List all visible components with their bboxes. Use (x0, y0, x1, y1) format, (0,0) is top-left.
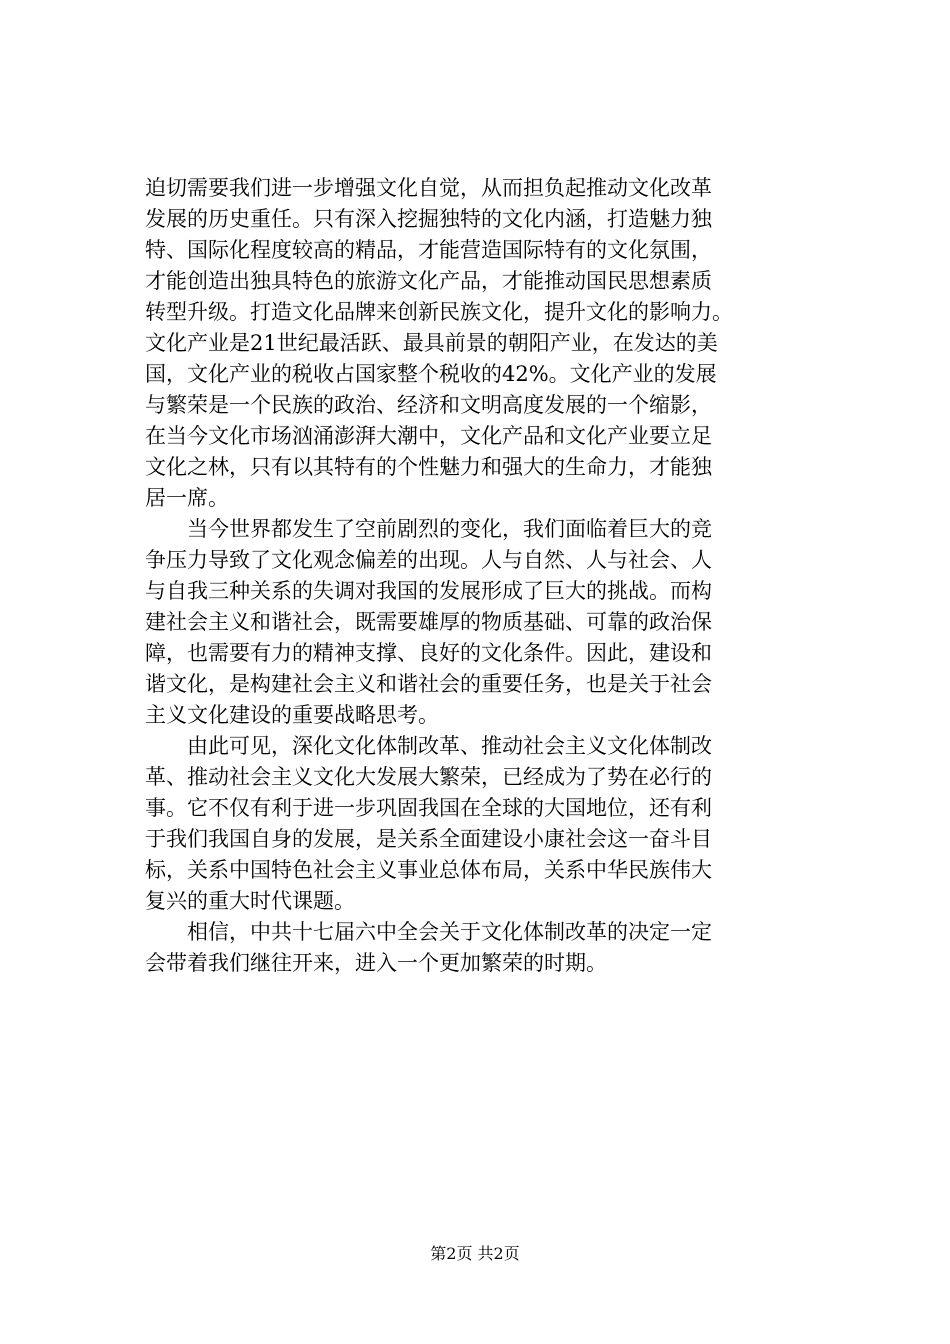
text-line: 当今世界都发生了空前剧烈的变化，我们面临着巨大的竞 (145, 517, 712, 541)
page-number-label: 第2页 共2页 (430, 1244, 520, 1263)
text-line: 才能创造出独具特色的旅游文化产品，才能推动国民思想素质 (145, 269, 712, 293)
text-line: 会带着我们继往开来，进入一个更加繁荣的时期。 (145, 951, 607, 975)
text-line: 文化产业是21世纪最活跃、最具前景的朝阳产业，在发达的美 (145, 331, 718, 355)
text-line: 革、推动社会主义文化大发展大繁荣，已经成为了势在必行的 (145, 765, 712, 789)
text-line: 障，也需要有力的精神支撑、良好的文化条件。因此，建设和 (145, 641, 712, 665)
text-line: 文化之林，只有以其特有的个性魅力和强大的生命力，才能独 (145, 455, 712, 479)
text-line: 争压力导致了文化观念偏差的出现。人与自然、人与社会、人 (145, 548, 712, 572)
text-line: 与繁荣是一个民族的政治、经济和文明高度发展的一个缩影， (145, 393, 712, 417)
text-line: 谐文化，是构建社会主义和谐社会的重要任务，也是关于社会 (145, 672, 712, 696)
text-line: 在当今文化市场汹涌澎湃大潮中，文化产品和文化产业要立足 (145, 424, 712, 448)
document-body (145, 173, 865, 979)
text-line: 标，关系中国特色社会主义事业总体布局，关系中华民族伟大 (145, 858, 712, 882)
text-line: 由此可见，深化文化体制改革、推动社会主义文化体制改 (145, 734, 712, 758)
text-line: 主义文化建设的重要战略思考。 (145, 703, 439, 727)
text-line: 复兴的重大时代课题。 (145, 889, 355, 913)
text-line: 转型升级。打造文化品牌来创新民族文化，提升文化的影响力。 (145, 300, 733, 324)
text-line: 特、国际化程度较高的精品，才能营造国际特有的文化氛围， (145, 238, 712, 262)
text-line: 于我们我国自身的发展，是关系全面建设小康社会这一奋斗目 (145, 827, 712, 851)
text-line: 事。它不仅有利于进一步巩固我国在全球的大国地位，还有利 (145, 796, 712, 820)
text-line: 与自我三种关系的失调对我国的发展形成了巨大的挑战。而构 (145, 579, 712, 603)
page-footer (0, 1244, 950, 1264)
text-line: 相信，中共十七届六中全会关于文化体制改革的决定一定 (145, 920, 712, 944)
text-line: 发展的历史重任。只有深入挖掘独特的文化内涵，打造魅力独 (145, 207, 712, 231)
text-line: 迫切需要我们进一步增强文化自觉，从而担负起推动文化改革 (145, 176, 712, 200)
text-line: 居一席。 (145, 486, 229, 510)
text-line: 国，文化产业的税收占国家整个税收的42%。文化产业的发展 (145, 362, 717, 386)
text-line: 建社会主义和谐社会，既需要雄厚的物质基础、可靠的政治保 (145, 610, 712, 634)
